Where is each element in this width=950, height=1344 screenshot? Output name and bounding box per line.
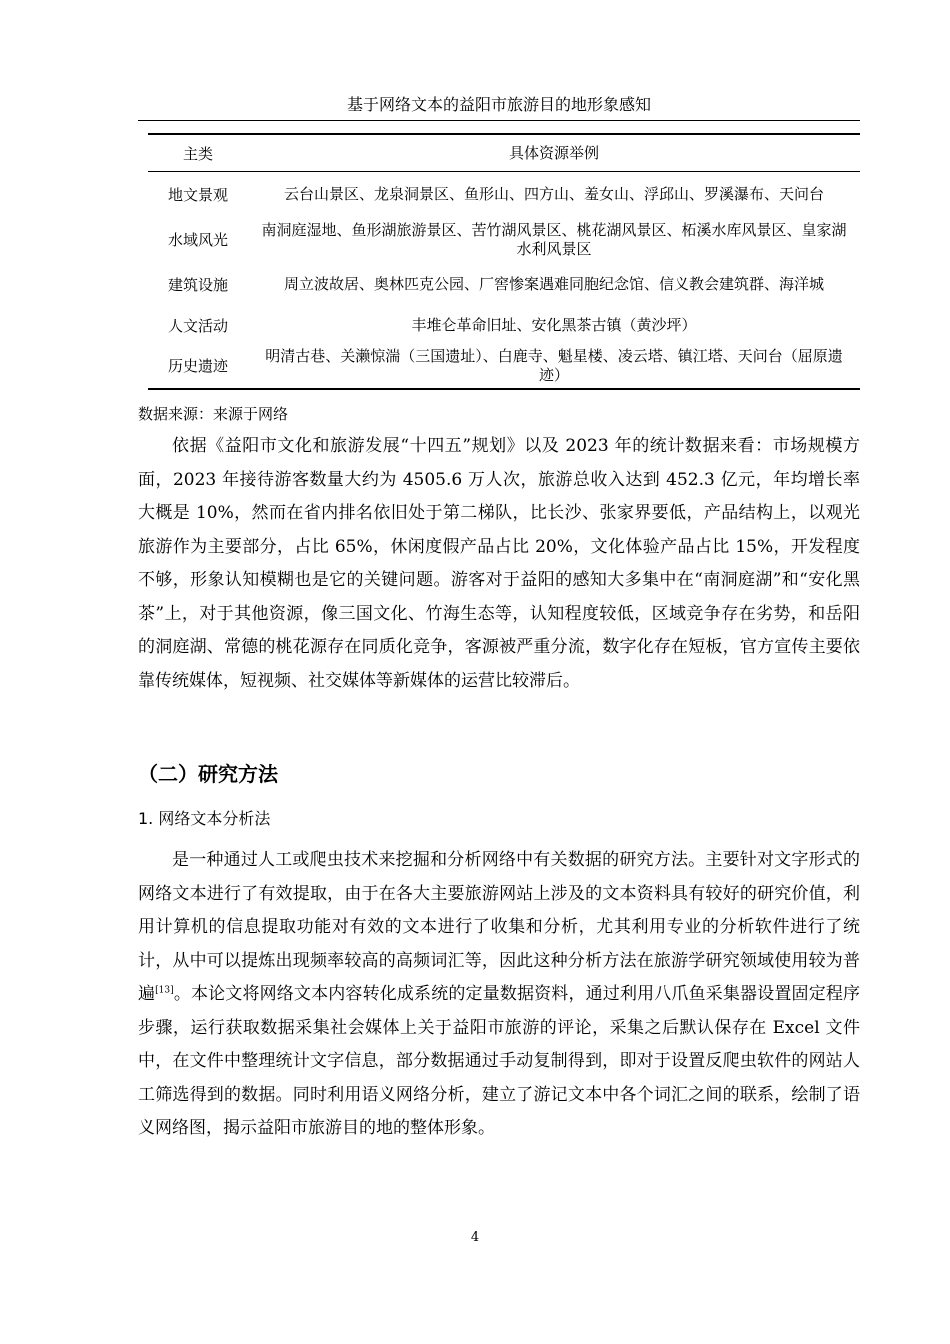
table-header-category: 主类 bbox=[182, 144, 213, 163]
resource-table bbox=[148, 133, 860, 390]
table-cell-category: 水域风光 bbox=[167, 231, 228, 249]
table-cell-category: 地文景观 bbox=[167, 186, 228, 204]
subsection-heading: 1. 网络文本分析法 bbox=[138, 809, 271, 828]
table-header-row bbox=[148, 135, 860, 172]
paragraph-text: 。本论文将网络文本内容转化成系统的定量数据资料，通过利用八爪鱼采集器设置固定程序步骤，运行获取数据采集社会媒体上关于益阳市旅游的评论，采集之后默认保存在 Excel 文件中，在文件中整理统计文字信息，部分数据通过手动复制得到，即对于设置反爬虫软件的网站人工筛选得到的数据。同时利用语义网络分析，建立了游记文本中各个词汇之间的联系，绘制了语义网络图，揭示益阳市旅游目的地的整体形象。 bbox=[138, 984, 861, 1138]
body-paragraph: 依据《益阳市文化和旅游发展“十四五”规划》以及 2023 年的统计数据来看：市场规模方面，2023 年接待游客数量大约为 4505.6 万人次，旅游总收入达到 452.3 亿元，年均增长率大概是 10%，然而在省内排名依旧处于第二梯队，比长沙、张家界要低，产品结构上，以观光旅游作为主要部分，占比 65%，休闲度假产品占比 20%，文化体验产品占比 15%，开发程度不够，形象认知模糊也是它的关键问题。游客对于益阳的感知大多集中在“南洞庭湖”和“安化黑茶”上，对于其他资源，像三国文化、竹海生态等，认知程度较低，区域竞争存在劣势，和岳阳的洞庭湖、常德的桃花源存在同质化竞争，客源被严重分流，数字化存在短板，官方宣传主要依靠传统媒体，短视频、社交媒体等新媒体的运营比较滞后。 bbox=[138, 436, 860, 691]
page-number: 4 bbox=[470, 1230, 480, 1245]
table-cell-category: 历史遗迹 bbox=[167, 357, 228, 375]
table-row bbox=[148, 172, 860, 217]
citation-marker: [13] bbox=[155, 985, 174, 996]
table-source-note: 数据来源：来源于网络 bbox=[138, 405, 289, 423]
table-cell-examples: 周立波故居、奥林匹克公园、厂窖惨案遇难同胞纪念馆、信义教会建筑群、海洋城 bbox=[283, 275, 824, 293]
paragraph-text: 是一种通过人工或爬虫技术来挖掘和分析网络中有关数据的研究方法。主要针对文字形式的网络文本进行了有效提取，由于在各大主要旅游网站上涉及的文本资料具有较好的研究价值，利用计算机的信息提取功能对有效的文本进行了收集和分析，尤其利用专业的分析软件进行了统计，从中可以提炼出现频率较高的高频词汇等，因此这种分析方法在旅游学研究领域使用较为普遍 bbox=[138, 850, 860, 1004]
table-row bbox=[148, 262, 860, 307]
table-cell-examples: 南洞庭湿地、鱼形湖旅游景区、苦竹湖风景区、桃花湖风景区、柘溪水库风景区、皇家湖水利风景区 bbox=[261, 220, 847, 258]
table-cell-examples: 云台山景区、龙泉洞景区、鱼形山、四方山、羞女山、浮邱山、罗溪瀑布、天问台 bbox=[283, 185, 824, 203]
table-cell-examples: 明清古巷、关濑惊湍（三国遗址）、白鹿寺、魁星楼、凌云塔、镇江塔、天问台（屈原遗迹） bbox=[265, 346, 843, 384]
body-paragraph bbox=[138, 844, 860, 1146]
section-heading: （二）研究方法 bbox=[138, 762, 278, 786]
table-cell-category: 人文活动 bbox=[167, 316, 228, 335]
table-row bbox=[148, 307, 860, 343]
running-header: 基于网络文本的益阳市旅游目的地形象感知 bbox=[138, 90, 860, 121]
table-cell-category: 建筑设施 bbox=[167, 276, 228, 294]
table-row bbox=[148, 217, 860, 262]
table-header-examples: 具体资源举例 bbox=[508, 143, 599, 162]
table-cell-examples: 丰堆仑革命旧址、安化黑茶古镇（黄沙坪） bbox=[411, 315, 697, 334]
table-row bbox=[148, 343, 860, 388]
